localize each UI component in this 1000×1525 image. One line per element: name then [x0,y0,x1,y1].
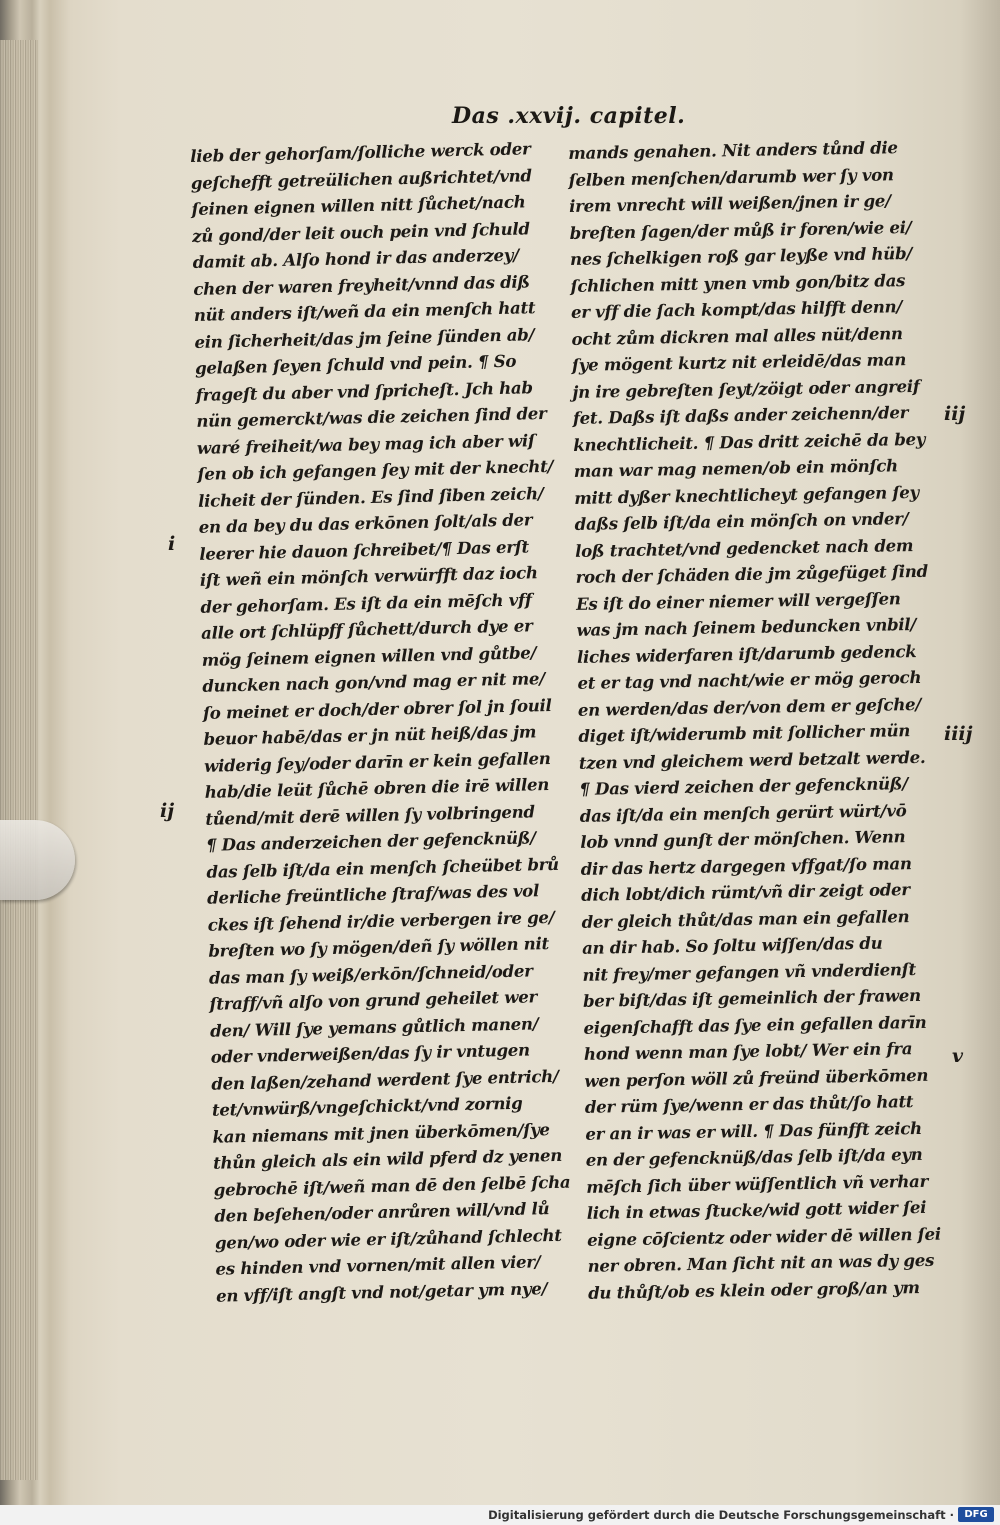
left-column-line: waré freiheit/wa bey mag ich aber wiſ [196,429,535,458]
left-column-line: widerig ſey/oder darīn er kein gefallen [203,747,551,776]
right-column-line: dich lobt/dich rümt/vñ dir zeigt oder [581,879,910,905]
left-column-line: iſt weñ ein mönſch verwürfft daz ioch [199,562,538,590]
page-block-edge [0,40,38,1480]
left-column-line: tůend/mit derē willen ſy volbringend [205,800,535,829]
left-column-line: ſen ob ich gefangen ſey mit der knecht/ [197,455,554,484]
right-column-line: eigne cōſcientz oder wider dē willen ſei [587,1223,941,1250]
right-column-line: jn ire gebreſten ſeyt/zöigt oder angreif [572,375,920,402]
left-column-line: es hinden vnd vornen/mit allen vier/ [215,1251,541,1279]
right-column-line: breſten ſagen/der můß ir foren/wie ei/ [569,216,912,243]
right-column-line: tzen vnd gleichem werd betzalt werde. [578,746,926,773]
left-column-line: en vff/iſt angſt vnd not/getar ym nye/ [215,1277,548,1306]
left-column-line: kan niemans mit jnen überkōmen/ſye [212,1118,550,1147]
left-column-line: zů gond/der leit ouch pein vnd ſchuld [191,217,530,246]
right-column-line: ¶ Das vierd zeichen der gefencknüß/ [579,773,909,799]
right-column-line: was jm nach ſeinem beduncken vnbil/ [576,614,917,640]
right-column-line: der gleich thůt/das man ein gefallen [581,905,910,932]
left-column-line: ein ſicherheit/das jm ſeine ſünden ab/ [194,323,535,352]
right-column-line: diget iſt/widerumb mit ſollicher mün [578,720,911,746]
right-column-line: roch der ſchäden die jm zůgefüget ſind [575,560,928,587]
left-column-line: der gehorſam. Es iſt da ein mēſch vff [200,588,532,617]
left-column-line: oder vnderweißen/das ſy ir vntugen [210,1039,530,1067]
right-column-line: wen perſon wöll zů freünd überkōmen [584,1064,929,1091]
left-column-line: das man ſy weiß/erkōn/ſchneid/oder [208,959,533,988]
right-column-line: eigenſchafft das ſye ein gefallen darīn [583,1011,927,1038]
right-column-line: der rüm ſye/wenn er das thůt/ſo hatt [584,1091,914,1117]
left-column-line: damit ab. Alſo hond ir das anderzey/ [192,244,520,272]
margin-mark-right-3: v [952,1045,964,1067]
left-column-line: gen/wo oder wie er iſt/zůhand ſchlecht [214,1224,562,1253]
right-column-line: en werden/das der/von dem er geſche/ [577,693,922,720]
left-column-line: en da bey du das erkōnen ſolt/als der [198,509,533,537]
margin-mark-right-2: iiij [944,723,973,745]
right-column-line: ocht zům dickren mal alles nüt/denn [571,322,903,349]
right-column-line: daßs ſelb iſt/da ein mönſch on vnder/ [574,508,909,534]
left-column-line: ckes iſt ſehend ir/die verbergen ire ge/ [207,906,555,935]
right-column-line: fet. Daßs iſt daßs ander zeichenn/der [572,402,909,428]
left-column-line: nün gemerckt/was die zeichen ſind der [196,402,547,431]
right-column-line: hond wenn man ſye lobt/ Wer ein fra [583,1038,913,1064]
right-column-line: irem vnrecht will weißen/jnen ir ge/ [568,190,891,216]
right-column-line: er vff die ſach kompt/das hilfft denn/ [570,296,903,322]
left-column-line: thůn gleich als ein wild pferd dz yenen [212,1144,563,1173]
footer-bar [0,1505,1000,1525]
right-column-line: er an ir was er will. ¶ Das fünfft zeich [585,1117,922,1144]
left-column-line: den/ Will ſye yemans gůtlich manen/ [209,1012,539,1041]
right-column-line: et er tag vnd nacht/wie er mög geroch [577,666,922,693]
left-column-line: das ſelb iſt/da ein menſch ſcheübet brů [206,853,560,882]
margin-mark-right-1: iij [944,403,966,425]
right-column-line: lich in etwas ſtucke/wid gott wider ſei [586,1196,927,1223]
left-column-line: licheit der ſünden. Es ſind ſiben zeich/ [197,482,544,511]
left-column-line: breſten wo ſy mögen/deñ ſy wöllen nit [208,933,550,961]
right-column-line: nes ſchelkigen roß gar leyße vnd hüb/ [569,243,913,269]
right-column-line: mēſch ſich über wüſſentlich vñ verhar [586,1170,929,1197]
left-column-line: ſeinen eignen willen nitt ſůchet/nach [191,191,526,219]
right-column-line: nit frey/mer gefangen vñ vnderdienſt [582,958,917,985]
right-column-line: dir das hertz dargegen vffgat/ſo man [580,852,912,879]
right-column-line: knechtlicheit. ¶ Das dritt zeichē da bey [573,428,926,455]
right-column-line: ner obren. Man ſicht nit an was dy ges [587,1249,935,1276]
left-column-line: duncken nach gon/vnd mag er nit me/ [202,668,546,696]
dfg-logo: DFG [958,1507,994,1522]
left-column-line: gebrochē iſt/weñ man dē den ſelbē ſcha [213,1171,571,1200]
right-column-line: ſchlichen mitt ynen vmb gon/bitz das [570,269,906,296]
plastic-page-clip [0,820,75,900]
left-column-line: leerer hie dauon ſchreibet/¶ Das erſt [199,535,530,564]
right-column-line: loß trachtet/vnd gedencket nach dem [574,534,914,561]
right-text-column [568,134,960,1306]
page-header: Das .xxvij. capitel. [452,103,686,129]
right-column-line: ſye mögent kurtz nit erleidē/das man [571,349,907,375]
right-column-line: man war mag nemen/ob ein mönſch [573,455,899,481]
left-column-line: ſo meinet er doch/der obrer ſol jn ſouil [202,694,552,723]
right-column-line: en der gefencknüß/das ſelb iſt/da eyn [585,1143,923,1170]
right-column-line: liches widerfaren iſt/darumb gedenck [576,640,917,667]
left-column-line: frageſt du aber vnd ſpricheſt. Jch hab [195,376,533,405]
left-column-line: ſtraff/vñ alſo von grund geheilet wer [209,986,538,1014]
left-column-line: mög ſeinem eignen willen vnd gůtbe/ [201,641,537,670]
right-column-line: mands genahen. Nit anders tůnd die [568,137,898,163]
left-column-line: geſchefft getreülichen außrichtet/vnd [190,164,532,193]
left-column-line: alle ort ſchlüpff ſůchett/durch dye er [200,615,533,643]
right-column-line: Es iſt do einer niemer will vergeſſen [575,587,901,614]
left-column-line: ¶ Das anderzeichen der gefencknüß/ [205,827,537,855]
right-column-line: du thůſt/ob es klein oder groß/an ym [587,1276,920,1303]
left-column-line: derliche freüntliche ſtraf/was des vol [206,880,540,908]
right-column-line: das iſt/da ein menſch gerürt würt/vō [579,799,907,826]
left-column-line: lieb der gehorſam/ſolliche werck oder [190,138,531,166]
right-column-line: ſelben menſchen/darumb wer ſy von [568,163,894,190]
right-column-line: ber biſt/das iſt gemeinlich der frawen [582,984,921,1011]
left-column-line: den beſehen/oder anrůren will/vnd lů [214,1198,550,1226]
left-column-line: hab/die leüt ſůchē obren die irē willen [204,774,550,802]
right-column-line: mitt dyßer knechtlicheyt gefangen ſey [574,481,919,508]
margin-mark-left-2: ij [160,800,175,822]
left-text-column [190,135,586,1309]
right-column-line: lob vnnd gunſt der mönſchen. Wenn [580,826,906,852]
left-column-line: den laßen/zehand werdent ſye entrich/ [211,1065,559,1094]
right-column-line: an dir hab. So ſoltu wiſſen/das du [581,932,883,958]
margin-mark-left-1: i [168,533,176,555]
funding-credit: Digitalisierung gefördert durch die Deutsche Forschungsgemeinschaft · [488,1508,954,1522]
left-column-line: tet/vnwürß/vngeſchickt/vnd zornig [211,1092,523,1120]
left-column-line: nüt anders iſt/weñ da ein menſch hatt [193,297,536,325]
left-column-line: beuor habē/das er jn nüt heiß/das jm [203,721,537,749]
left-column-line: chen der waren freyheit/vnnd das diß [193,270,530,299]
left-column-line: gelaßen ſeyen ſchuld vnd pein. ¶ So [194,350,517,378]
